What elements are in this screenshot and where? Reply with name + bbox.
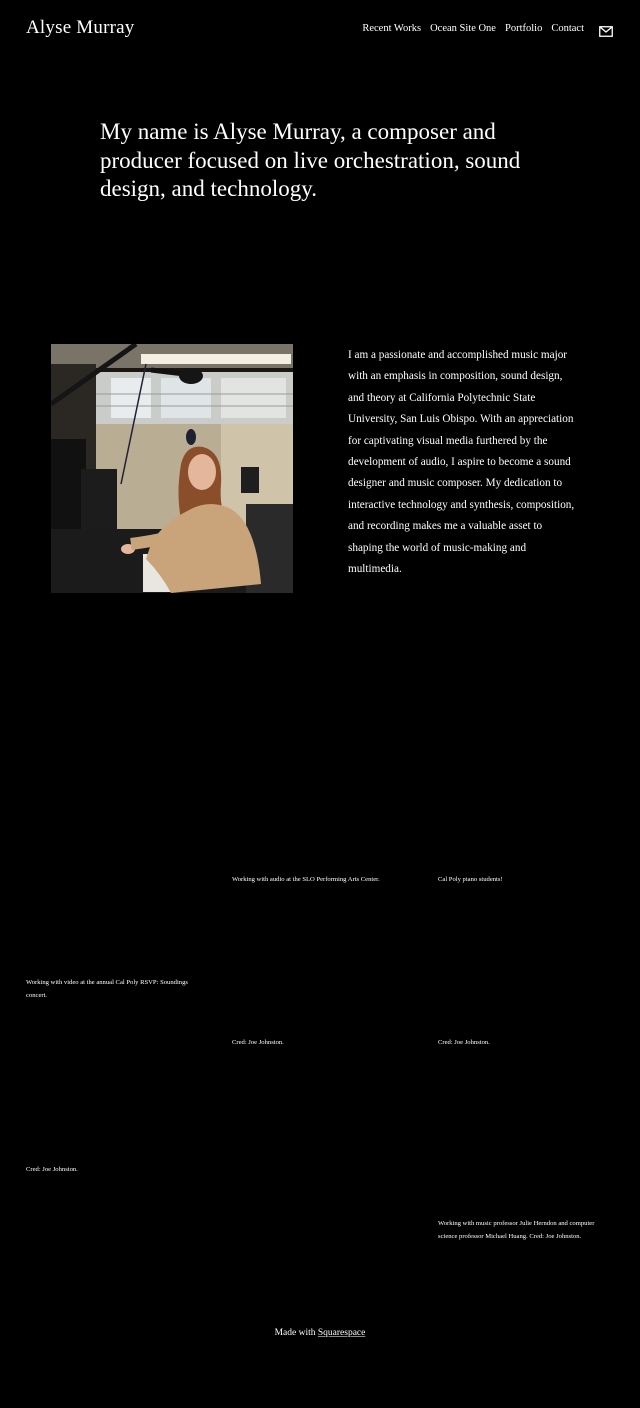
nav-portfolio[interactable]: Portfolio: [504, 23, 543, 34]
mail-icon[interactable]: [599, 24, 613, 35]
footer: [0, 1328, 640, 1338]
caption-rsvp-soundings: Working with video at the annual Cal Poly RSVP: Soundings concert.: [26, 979, 188, 999]
caption-cred-3: Cred: Joe Johnston.: [26, 1166, 78, 1173]
site-title[interactable]: Alyse Murray: [26, 17, 135, 38]
caption-cred-1: Cred: Joe Johnston.: [232, 1039, 284, 1046]
squarespace-link[interactable]: Squarespace: [317, 1328, 366, 1338]
hero-heading: My name is Alyse Murray, a composer and producer focused on live orchestration, sound design, and technology.: [100, 119, 521, 201]
bio-paragraph: I am a passionate and accomplished music major with an emphasis in composition, sound design, and theory at California Polytechnic State University, San Luis Obispo. With an appreciation for captivating visual media furthered by the development of audio, I aspire to become a sound designer and music composer. My dedication to interactive technology and synthesis, composition, and recording makes me a valuable asset to shaping the world of music-making and multimedia.: [348, 349, 575, 576]
nav-ocean-site-one[interactable]: Ocean Site One: [430, 23, 496, 34]
main-nav: [362, 23, 584, 34]
caption-herndon-huang: Working with music professor Julie Herndon and computer science professor Michael Huang. Cred: Joe Johnston.: [438, 1220, 595, 1240]
nav-recent-works[interactable]: Recent Works: [362, 23, 422, 34]
caption-cred-2: Cred: Joe Johnston.: [438, 1039, 490, 1046]
nav-contact[interactable]: Contact: [551, 23, 584, 34]
footer-made-with: Made with: [274, 1328, 316, 1338]
caption-slo-pac: Working with audio at the SLO Performing Arts Center.: [232, 876, 380, 883]
caption-piano-students: Cal Poly piano students!: [438, 876, 503, 883]
studio-photo: [51, 344, 293, 593]
